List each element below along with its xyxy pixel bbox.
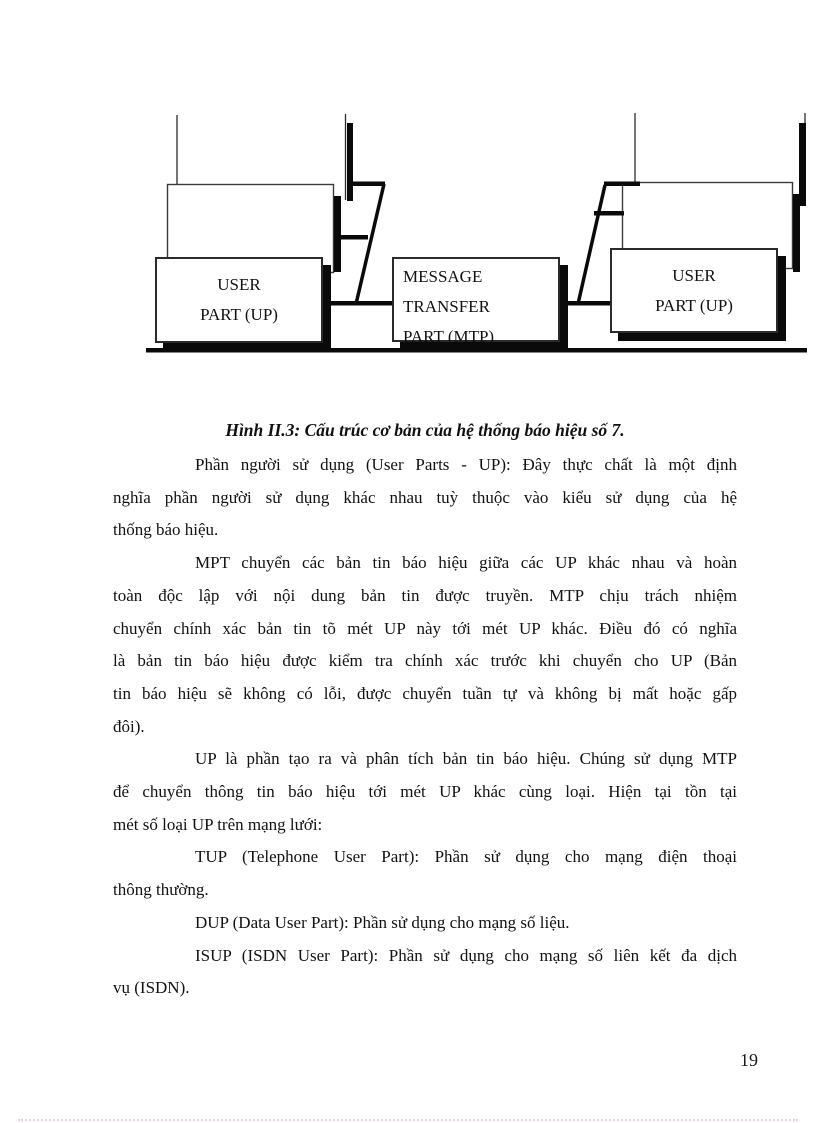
paragraph — [113, 841, 737, 906]
page-number: 19 — [740, 1050, 758, 1070]
box-label-line: USER — [672, 266, 716, 285]
box-label-line: USER — [217, 275, 261, 294]
page-bottom-divider — [18, 1119, 798, 1121]
text-line: vụ (ISDN). — [113, 978, 190, 998]
link-top-segments — [347, 182, 640, 187]
box-label-line: PART (UP) — [200, 305, 278, 324]
text-line: UP là phần tạo ra và phân tích bản tin báo hiệu. Chúng sử dụng MTP — [195, 749, 737, 769]
box-label-line: MESSAGE — [403, 267, 483, 286]
text-line: nghĩa phần người sử dụng khác nhau tuỳ thuộc vào kiểu sử dụng của hệ — [113, 487, 737, 507]
text-line: toàn độc lập với nội dung bản tin được truyền. MTP chịu trách nhiệm — [113, 585, 737, 605]
text-line: thông thường. — [113, 880, 209, 900]
figure-caption: Hình II.3: Cấu trúc cơ bản của hệ thống báo hiệu số 7. — [225, 420, 625, 440]
paragraph — [113, 907, 737, 940]
box-label-line: PART (MTP) — [403, 327, 495, 346]
text-line: ISUP (ISDN User Part): Phần sử dụng cho mạng số liên kết đa dịch — [195, 945, 737, 965]
paragraph — [113, 743, 737, 841]
text-line: thống báo hiệu. — [113, 520, 219, 540]
text-line: đôi). — [113, 716, 145, 736]
user-part-right-box — [610, 248, 778, 333]
text-line: mét số loại UP trên mạng lưới: — [113, 814, 323, 834]
paragraph — [113, 940, 737, 1005]
text-line: TUP (Telephone User Part): Phần sử dụng cho mạng điện thoại — [195, 847, 737, 867]
text-line: chuyển chính xác bản tin tõ mét UP này tới mét UP khác. Điều đó có nghĩa — [113, 618, 737, 638]
text-line: DUP (Data User Part): Phần sử dụng cho mạng số liệu. — [195, 912, 570, 932]
box-label-line: PART (UP) — [655, 296, 733, 315]
box-label-line: TRANSFER — [403, 297, 490, 316]
text-line: Phần người sử dụng (User Parts - UP): Đây thực chất là một định — [195, 455, 737, 474]
mtp-box — [392, 257, 560, 346]
text-line: MPT chuyển các bản tin báo hiệu giữa các UP khác nhau và hoàn — [195, 553, 737, 573]
user-part-left-box — [155, 257, 323, 343]
text-line: để chuyển thông tin báo hiệu tới mét UP khác cùng loại. Hiện tại tồn tại — [113, 782, 737, 802]
paragraph — [113, 449, 737, 547]
paragraph — [113, 547, 737, 743]
text-line: là bản tin báo hiệu được kiểm tra chính xác trước khi chuyển cho UP (Bản — [113, 651, 737, 671]
text-line: tin báo hiệu sẽ không có lỗi, được chuyển tuần tự và không bị mất hoặc gấp — [113, 683, 737, 703]
body-text — [113, 449, 737, 1005]
